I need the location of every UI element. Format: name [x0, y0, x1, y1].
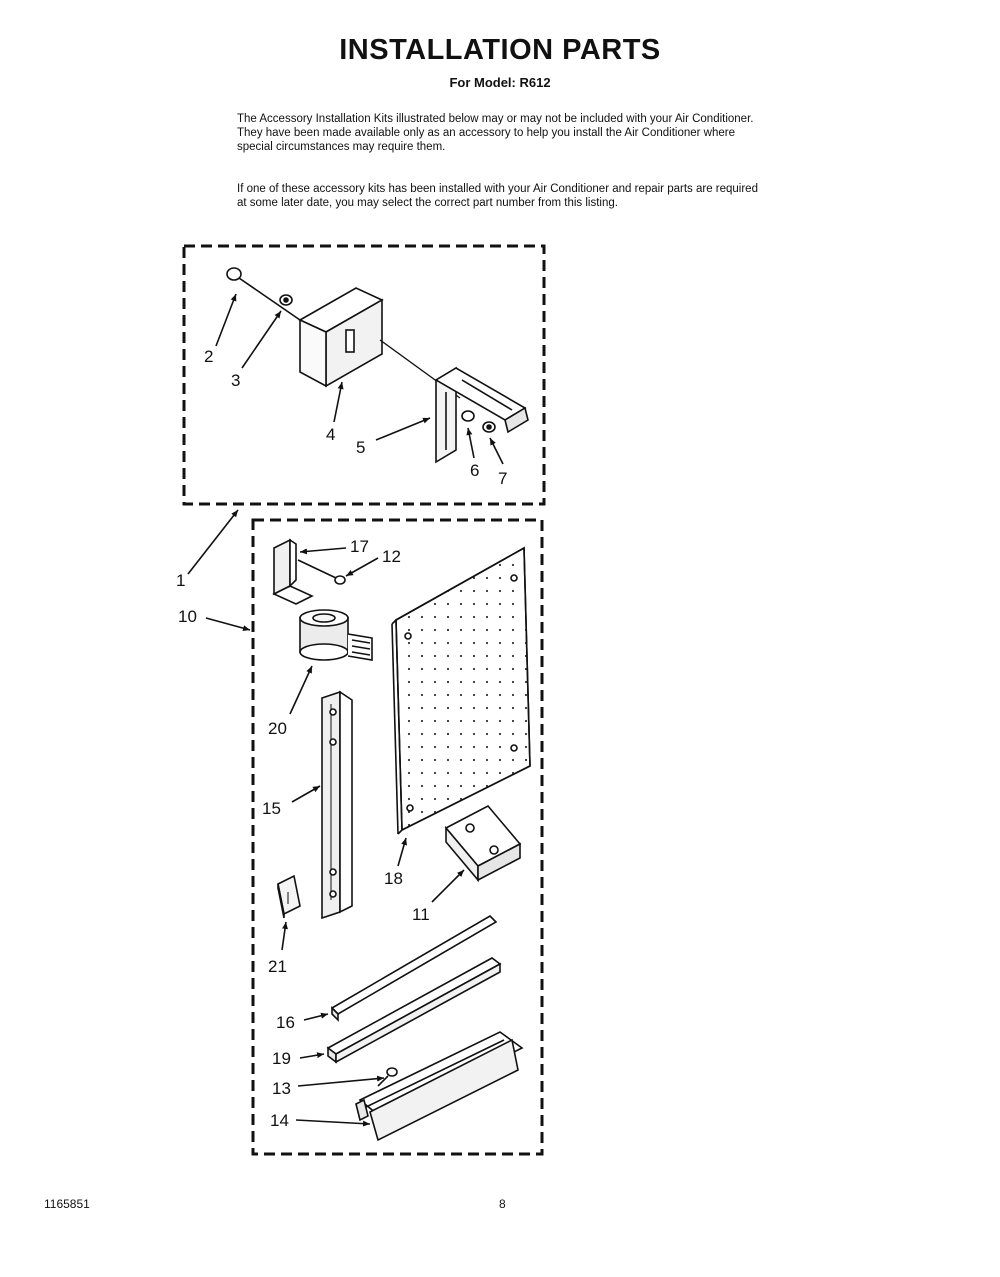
- tape-roll-part-20: [300, 610, 372, 660]
- intro-paragraph-1: The Accessory Installation Kits illustrated below may or may not be included with your Air Conditioner. They have been made available only as an accessory to help you install the Air Conditioner where special circumstances may require them.: [237, 113, 754, 153]
- callout-20: 20: [268, 719, 287, 738]
- callout-11: 11: [412, 905, 430, 924]
- block-part-21: [278, 876, 300, 918]
- washer-part-3: [280, 295, 292, 305]
- model-subtitle: For Model: R612: [449, 75, 551, 90]
- page-title: INSTALLATION PARTS: [339, 34, 661, 66]
- callout-6: 6: [470, 461, 480, 480]
- document-number: 1165851: [44, 1197, 90, 1211]
- callout-7: 7: [498, 469, 508, 488]
- callout-3: 3: [231, 371, 241, 390]
- page-number: 8: [499, 1197, 506, 1211]
- channel-part-15: [322, 692, 352, 918]
- callout-16: 16: [276, 1013, 295, 1032]
- foam-panel-part-18: [392, 548, 530, 834]
- intro-paragraph-2: If one of these accessory kits has been installed with your Air Conditioner and repair parts are required at some later date, you may select the correct part number from this listing.: [237, 183, 758, 209]
- screw-part-12: [298, 560, 345, 584]
- callout-18: 18: [384, 869, 403, 888]
- callout-2: 2: [204, 347, 214, 366]
- callout-19: 19: [272, 1049, 291, 1068]
- callout-1: 1: [176, 571, 186, 590]
- clip-bracket-part-11: [446, 806, 520, 880]
- callout-10: 10: [178, 607, 197, 626]
- rail-part-14: [356, 1032, 522, 1140]
- bracket-part-5: [436, 368, 528, 462]
- screw-part-7: [483, 422, 495, 432]
- callout-15: 15: [262, 799, 281, 818]
- callout-17: 17: [350, 537, 369, 556]
- callout-12: 12: [382, 547, 401, 566]
- nut-part-6: [462, 411, 474, 421]
- callout-14: 14: [270, 1111, 289, 1130]
- bracket-part-17: [274, 540, 312, 604]
- callout-21: 21: [268, 957, 287, 976]
- callout-13: 13: [272, 1079, 291, 1098]
- screw-part-2: [227, 268, 300, 320]
- callout-5: 5: [356, 438, 366, 457]
- callout-4: 4: [326, 425, 336, 444]
